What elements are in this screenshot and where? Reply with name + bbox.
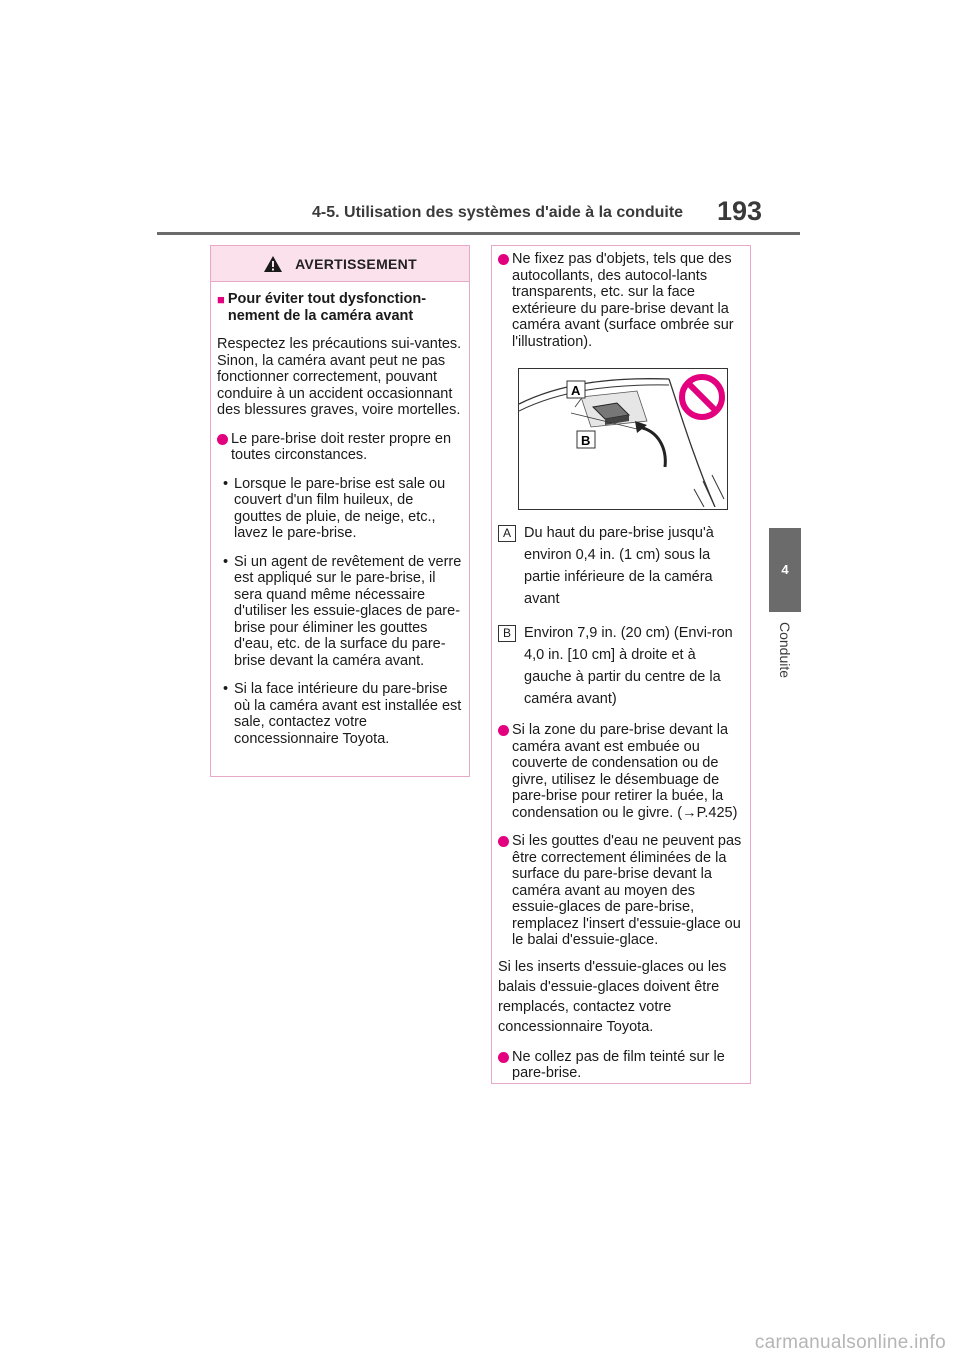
watermark: carmanualsonline.info [754, 1332, 946, 1353]
bullet-text: Si la zone du pare-brise devant la caméra avant est embuée ou couverte de condensation ou de givre, utilisez le désembuage de pare-brise pour retirer la buée, la condensation ou le givre. (→P.425) [512, 722, 738, 821]
square-bullet-icon: ■ [217, 292, 225, 307]
caption-a-text: Du haut du pare-brise jusqu'à environ 0,4 in. (1 cm) sous la partie inférieure de la caméra avant [524, 525, 714, 607]
windshield-camera-drawing [519, 369, 725, 507]
bullet-item [498, 833, 744, 949]
caption-b-text: Environ 7,9 in. (20 cm) (Envi-ron 4,0 in. [10 cm] à droite et à gauche à partir du centre de la caméra avant) [524, 625, 733, 707]
section-title [217, 291, 463, 324]
bullet-text: Ne fixez pas d'objets, tels que des autocollants, des autocol-lants transparents, etc. sur la face extérieure du pare-brise devant la caméra avant (surface ombrée sur l'illustration). [512, 251, 734, 350]
header-rule [157, 232, 800, 235]
replacement-note: Si les inserts d'essuie-glaces ou les balais d'essuie-glaces doivent être remplacés, contactez votre concessionnaire Toyota. [498, 958, 727, 1035]
dash-text: Si un agent de revêtement de verre est appliqué sur le pare-brise, il sera quand même nécessaire d'utiliser les essuie-glaces de pare-brise pour éliminer les gouttes d'eau, etc. de la surface du pare-brise devant la caméra avant. [234, 553, 462, 669]
dash-marker: • [222, 553, 229, 570]
bullet-item [217, 431, 463, 464]
chapter-tab: 4 [769, 528, 801, 612]
warning-header [211, 246, 469, 282]
bullet-item [498, 722, 744, 821]
illustration-label-a: A [571, 383, 581, 398]
dash-item [217, 476, 463, 542]
bullet-dot-icon [498, 836, 509, 847]
bullet-dot-icon [217, 434, 228, 445]
bullet-text: Le pare-brise doit rester propre en toutes circonstances. [231, 430, 452, 463]
dash-text: Si la face intérieure du pare-brise où la caméra avant est installée est sale, contactez votre concessionnaire Toyota. [234, 681, 462, 747]
caption-a-label: A [498, 525, 516, 542]
dash-text: Lorsque le pare-brise est sale ou couvert d'un film huileux, de gouttes de pluie, de neige, etc., lavez le pare-brise. [234, 475, 446, 541]
page-number: 193 [717, 196, 763, 226]
bullet-item [498, 251, 744, 350]
warning-box [210, 245, 470, 777]
bullet-item [498, 1049, 744, 1082]
caption-b-label: B [498, 625, 516, 642]
warning-heading: AVERTISSEMENT [295, 255, 417, 272]
warning-intro-consequence: Sinon, la caméra avant peut ne pas fonctionner correctement, pouvant conduire à un accident occasionnant des blessures graves, voire mortelles. [217, 352, 461, 418]
bullet-dot-icon [498, 254, 509, 265]
warning-box-continued [491, 245, 751, 1084]
dash-marker: • [222, 681, 229, 697]
caption-b [498, 622, 744, 710]
warning-intro: Respectez les précautions sui-vantes. [217, 336, 462, 352]
caption-a [498, 522, 744, 610]
running-header-title: 4-5. Utilisation des systèmes d'aide à la conduite [312, 204, 684, 221]
chapter-label: Conduite [777, 622, 793, 679]
windshield-illustration [518, 368, 728, 510]
dash-item [217, 681, 463, 747]
warning-triangle-icon [263, 255, 283, 273]
section-title-text: Pour éviter tout dysfonction-nement de la caméra avant [227, 291, 427, 324]
bullet-dot-icon [498, 725, 509, 736]
dash-marker: • [222, 475, 229, 492]
bullet-text: Si les gouttes d'eau ne peuvent pas être correctement éliminées de la surface du pare-brise devant la caméra avant au moyen des essuie-glaces de pare-brise, remplacez l'insert d'essuie-glace ou le balai d'essuie-glace. [512, 833, 742, 948]
dash-item [217, 554, 463, 670]
illustration-label-b: B [581, 433, 591, 448]
bullet-dot-icon [498, 1052, 509, 1063]
bullet-text: Ne collez pas de film teinté sur le pare-brise. [512, 1048, 725, 1081]
